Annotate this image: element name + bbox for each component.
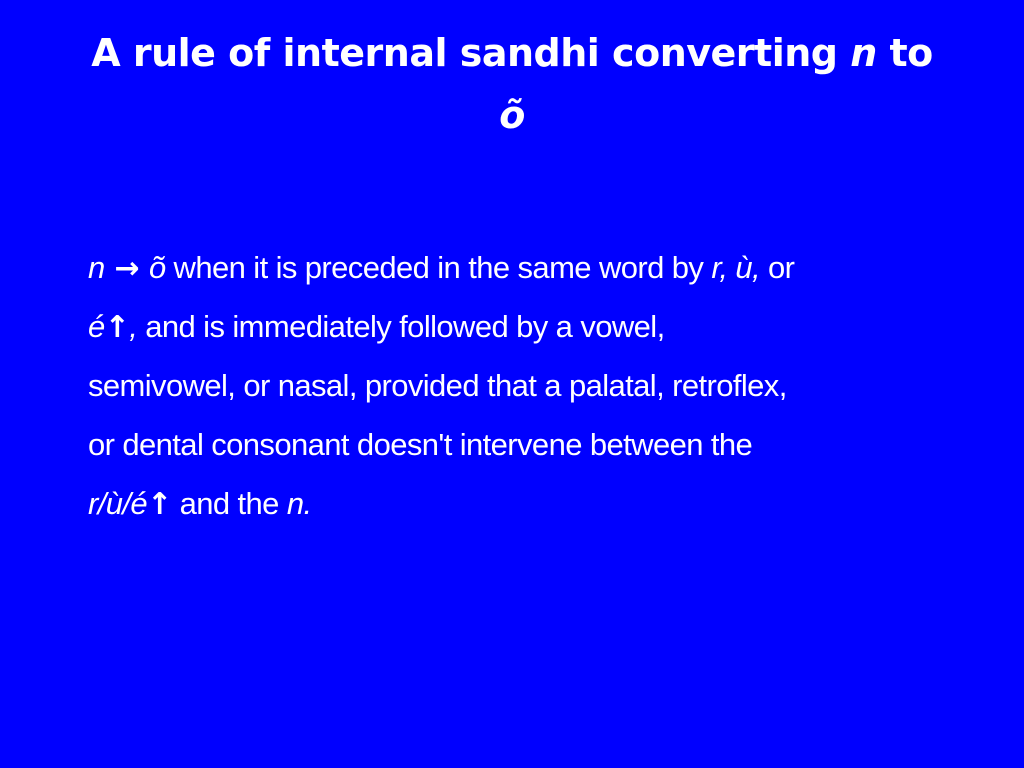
right-arrow-icon: → xyxy=(104,251,149,286)
n-italic: n xyxy=(88,250,105,285)
rule-line-2 xyxy=(88,297,948,356)
e-acute-italic: é xyxy=(88,309,105,344)
title-middle: to xyxy=(876,31,933,75)
title-prefix: A rule of internal sandhi converting xyxy=(91,31,851,75)
rule-line-3: semivowel, or nasal, provided that a palatal, retroflex, xyxy=(88,368,787,403)
line2-comma: , xyxy=(129,309,138,344)
up-arrow-icon: ↑ xyxy=(104,310,130,345)
slide-title xyxy=(80,22,944,146)
line5-text: and the xyxy=(171,486,287,521)
o-tilde-italic: õ xyxy=(148,250,166,285)
line1-text: when it is preceded in the same word by xyxy=(165,250,712,285)
rule-text xyxy=(88,238,948,533)
n-period-italic: n. xyxy=(286,486,312,521)
rule-line-1 xyxy=(88,238,948,297)
rule-line-4: or dental consonant doesn't intervene between the xyxy=(88,427,753,462)
rule-line-5 xyxy=(88,474,948,533)
up-arrow-icon: ↑ xyxy=(147,487,172,522)
line1-or: or xyxy=(760,250,795,285)
title-italic-n: n xyxy=(850,31,877,75)
line2-text: and is immediately followed by a vowel, xyxy=(137,309,665,344)
r-u-italic: r, ù, xyxy=(711,250,761,285)
r-u-e-italic: r/ù/é xyxy=(88,486,148,521)
title-symbol: õ xyxy=(499,93,525,137)
